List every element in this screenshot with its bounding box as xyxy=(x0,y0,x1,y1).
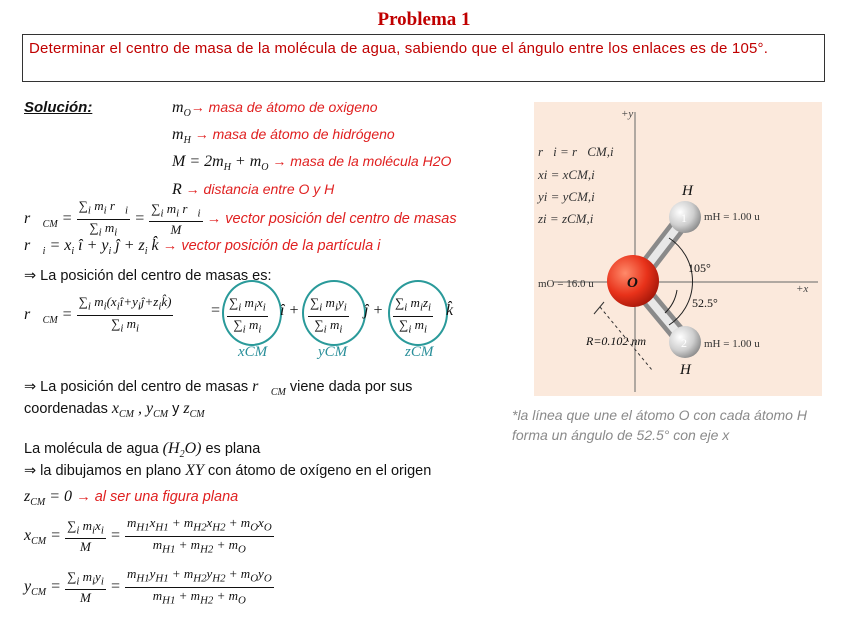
mass-h2: mH = 1.00 u xyxy=(704,338,760,350)
coords-line-2: coordenadas $x_{CM}$ , $y_{CM}$ y $z_{CM}$ xyxy=(24,400,205,421)
svg-text:yi = yCM,i: yi = yCM,i xyxy=(538,189,595,204)
plane-line-2: ⇒ la dibujamos en plano XY con átomo de oxígeno en el origen xyxy=(24,462,432,479)
problem-statement: Determinar el centro de masa de la molécula de agua, sabiendo que el ángulo entre los enlaces es de 105°. xyxy=(22,34,825,82)
definition-mh: $m_H$ → masa de átomo de hidrógeno xyxy=(172,126,395,147)
figure-note: *la línea que une el átomo O con cada átomo H forma un ángulo de 52.5° con eje x xyxy=(512,407,807,443)
svg-text:O: O xyxy=(627,275,638,291)
ri-note: → vector posición de la partícula i xyxy=(162,238,381,254)
y-axis-label: +y xyxy=(621,108,634,120)
definition-mo: $m_O\to$ masa de átomo de oxigeno xyxy=(172,99,378,120)
position-intro: ⇒ La posición del centro de masas es: xyxy=(24,268,272,284)
rcm-expansion: $r⃗_{CM}$ = $\frac{\sum_i m_i(x_iî+y_iĵ+z_ik̂)}{\sum_i m_i}$ xyxy=(24,294,172,335)
svg-text:xi = xCM,i: xi = xCM,i xyxy=(538,167,595,182)
rcm-note: → vector posición del centro de masas xyxy=(206,211,457,228)
distance-label: R=0.102 nm xyxy=(586,334,647,348)
svg-text:1: 1 xyxy=(681,211,687,225)
mass-o: mO = 16.0 u xyxy=(538,278,594,290)
hydrogen-top-label: H xyxy=(682,183,693,199)
definition-R: R → distancia entre O y H xyxy=(172,180,335,198)
xcm-label: xCM xyxy=(238,344,268,360)
svg-text:r⃗i = r⃗CM,i: r⃗i = r⃗CM,i xyxy=(538,144,614,159)
definitions-list xyxy=(172,97,451,200)
page-title: Problema 1 xyxy=(377,9,471,30)
plane-line-1: La molécula de agua $(H_2O)$ es plana xyxy=(24,440,261,461)
ycm-label: yCM xyxy=(318,344,348,360)
solution-label: Solución: xyxy=(24,99,93,116)
hydrogen-bottom-label: H xyxy=(680,362,691,378)
molecule-diagram xyxy=(534,102,822,396)
definition-M: $M = 2m_H + m_O$ → masa de la molécula H2O xyxy=(172,153,452,174)
angle-105: 105° xyxy=(688,261,711,275)
angle-52-5: 52.5° xyxy=(692,296,718,310)
rcm-equation: $r⃗_{CM}$ = $\frac{\sum_i m_i r⃗_i}{\sum_i m_i}$ = $\frac{\sum_i m_i r⃗_i}{M}$ → vector posición del centro de masas xyxy=(24,198,457,239)
zcm-label: zCM xyxy=(405,344,434,360)
svg-text:zi = zCM,i: zi = zCM,i xyxy=(538,211,594,226)
xcm-equation: $x_{CM}$ = $\frac{\sum_i m_ix_i}{M}$ = $\frac{m_{H1}x_{H1} + m_{H2}x_{H2} + m_Ox_O}{m_{H1} + m_{H2} + m_O}$ xyxy=(24,515,272,556)
mass-h1: mH = 1.00 u xyxy=(704,211,760,223)
ri-equation: $r⃗_i = x_i$ î + $y_i$ ĵ + $z_i$ k̂ → vector posición de la partícula i xyxy=(24,237,381,258)
svg-text:2: 2 xyxy=(681,336,687,350)
zcm-equation: $z_{CM} = 0$ → al ser una figura plana xyxy=(24,488,239,509)
x-axis-label: +x xyxy=(796,283,809,295)
coords-line-1: ⇒ La posición del centro de masas $r⃗_{CM}$ viene dada por sus xyxy=(24,378,413,399)
ycm-equation: $y_{CM}$ = $\frac{\sum_i m_iy_i}{M}$ = $\frac{m_{H1}y_{H1} + m_{H2}y_{H2} + m_Oy_O}{m_{H1} + m_{H2} + m_O}$ xyxy=(24,566,272,607)
